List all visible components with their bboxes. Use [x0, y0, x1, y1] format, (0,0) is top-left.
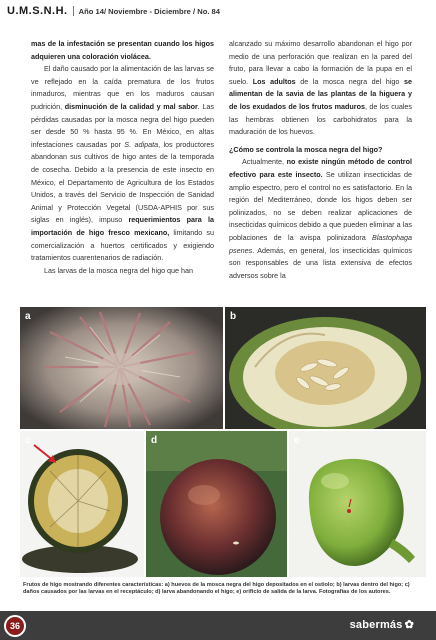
page-number-badge	[4, 615, 26, 637]
photo-b-image	[225, 307, 426, 429]
text-run: Se utilizan insecticidas de amplio espectro, pero el control no es satisfactorio. En la región del Mediterráneo, donde los higos deben ser polinizados, no se deben realizar aplicaciones de insecticidas químicos debido a que pueden eliminar a las poblaciones de la avispa polinizadora	[229, 169, 412, 242]
photo-label-c: c	[25, 435, 31, 446]
text-run: de la mosca negra del higo	[295, 76, 404, 86]
text-run: Las larvas de la mosca negra del higo que han	[44, 265, 194, 275]
issue-info: Año 14/ Noviembre - Diciembre / No. 84	[78, 6, 220, 16]
photo-c-image	[20, 431, 144, 577]
figure-caption: Frutos de higo mostrando diferentes características: a) huevos de la mosca negra del higo depositados en el ostiolo; b) larvas dentro del higo; c) daños causados por las larvas en el receptáculo; d) larva abandonando el higo; e) orificio de salida de la larva. Fotografías de los autores.	[23, 582, 410, 596]
text-run: mas de la infestación se presentan cuando los higos adquieren una coloración violácea.	[31, 39, 214, 61]
magazine-logo	[350, 618, 414, 631]
photo-d-image	[146, 431, 287, 577]
photo-d	[146, 431, 287, 577]
photo-label-a: a	[25, 311, 31, 322]
photo-c	[20, 431, 144, 577]
paragraph	[229, 156, 412, 282]
paragraph	[31, 38, 214, 63]
text-run: S. adipata	[124, 139, 159, 149]
photo-e-image	[289, 431, 426, 577]
photo-b	[225, 307, 426, 429]
paragraph	[229, 38, 412, 139]
photo-label-d: d	[151, 435, 158, 446]
photo-label-e: e	[294, 435, 300, 446]
text-run: limitando su comercialización a huertos certificados y exigiendo tratamientos cuarentenarios de radiación.	[31, 227, 214, 263]
photo-a-image	[20, 307, 223, 429]
paragraph	[31, 265, 214, 278]
text-run: , los productores abandonan sus cultivos de higo antes de la temporada de cosecha. Debido a la presencia de este insecto en México, el Departamento de Agricultura de los Estados Unidos, a través del Servicio de Inspección de Sanidad Animal y Protección Vegetal (USDA-APHIS por sus siglas en inglés), impuso	[31, 139, 214, 225]
logo-flower-icon: ✿	[404, 619, 414, 631]
figure-gallery	[20, 307, 426, 577]
photo-label-b: b	[230, 311, 237, 322]
section-heading: ¿Cómo se controla la mosca negra del higo?	[229, 144, 383, 154]
page-number: 36	[9, 621, 20, 631]
paragraph	[31, 63, 214, 265]
text-run: disminución de la calidad y mal sabor	[64, 101, 198, 111]
header-divider	[73, 6, 74, 16]
photo-e	[289, 431, 426, 577]
text-run: . Además, en general, los insecticidas químicos son responsables de una lista extensiva de efectos adversos sobre la	[229, 245, 412, 280]
text-run: Actualmente,	[242, 157, 287, 167]
text-run: , de los cuales las hembras obtienen los carbohidratos para la maduración de los huevos.	[229, 101, 412, 137]
logo-text: sabermás	[349, 618, 403, 631]
journal-brand: U.M.S.N.H.	[7, 5, 68, 17]
photo-a	[20, 307, 223, 429]
text-run: . Las pérdidas causadas por la mosca negra del higo pueden ser desde 50 % hasta 95 %. En México, en altas infestaciones causadas por	[31, 101, 214, 149]
text-run: se alimentan de la savia de las plantas de la higuera y de los exudados de los frutos maduros	[229, 76, 412, 111]
text-run: alcanzado su máximo desarrollo abandonan el higo por medio de una perforación que realizan en la pared del fruto, para llevar a cabo la formación de la pupa en el suelo.	[229, 39, 412, 86]
text-run: no existe ningún método de control efectivo para este insecto.	[229, 157, 412, 179]
text-run: Los adultos	[252, 76, 296, 86]
article-body	[31, 38, 412, 301]
column-left	[31, 38, 214, 301]
page-header	[0, 0, 436, 22]
text-run: El daño causado por la alimentación de las larvas se ve reflejado en la caída prematura de los frutos inmaduros, mientras que en los maduros causan pudrición,	[31, 64, 214, 111]
page-footer	[0, 611, 436, 640]
column-right	[229, 38, 412, 301]
text-run: Blastophaga psenes	[229, 232, 412, 255]
text-run: requerimientos para la importación de higo fresco mexicano,	[31, 215, 214, 237]
